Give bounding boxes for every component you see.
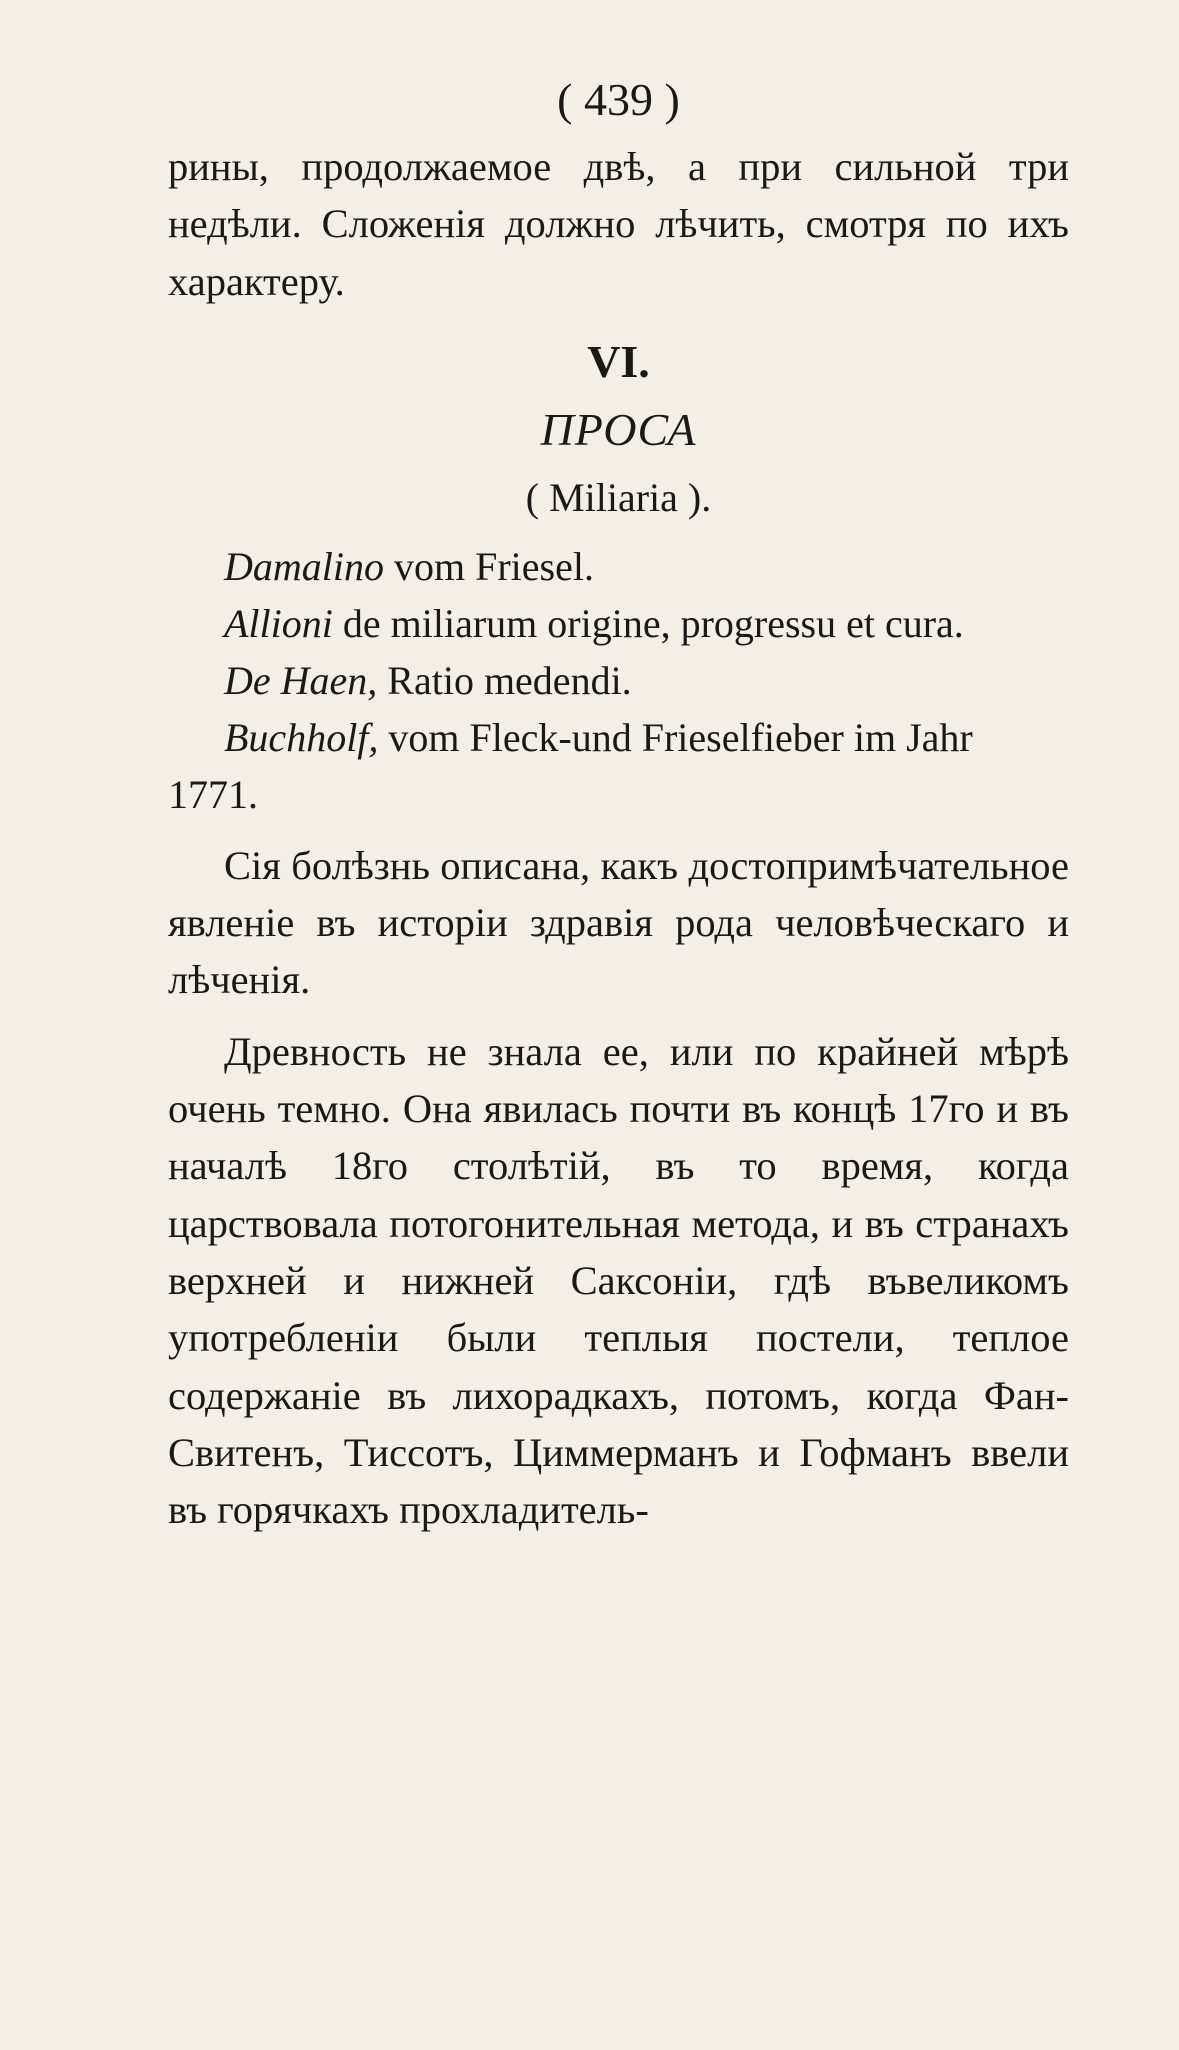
intro-text: рины, продолжаемое двѣ, а при сильной три недѣли. Сложенія должно лѣчить, смотря по ихъ характеру. [168, 144, 1069, 304]
reference-author: De Haen, [224, 657, 378, 703]
body-paragraph: Сія болѣзнь описана, какъ достопримѣчательное явленіе въ исторіи здравія рода человѣческаго и лѣченія. [168, 842, 1069, 1003]
page-number: ( 439 ) [557, 74, 680, 125]
section-number: VI. [587, 335, 650, 387]
reference-item [168, 652, 1069, 709]
reference-text: Ratio medendi. [377, 657, 632, 703]
reference-text: vom Friesel. [384, 543, 594, 589]
reference-text: de miliarum origine, progressu et cura. [332, 600, 964, 646]
reference-item [168, 538, 1069, 595]
section-latin-title: ( Miliaria ). [525, 474, 712, 520]
reference-author: Allioni [224, 600, 333, 646]
reference-author: Damalino [224, 543, 384, 589]
reference-author: Buchholf, [224, 714, 379, 760]
reference-text: vom Fleck-und Frieselfieber im Jahr 1771. [168, 714, 973, 817]
reference-item [168, 595, 1069, 652]
section-title: ПРОСА [540, 403, 697, 455]
reference-item [168, 709, 1069, 823]
body-paragraph: Древность не знала ее, или по крайней мѣрѣ очень темно. Она явилась почти въ концѣ 17го и въ началѣ 18го столѣтій, въ то время, когда царствовала потогонительная метода, и въ странахъ верхней и нижней Саксоніи, гдѣ въвеликомъ употребленіи были теплыя постели, теплое содержаніе въ лихорадкахъ, потомъ, когда Фан-Свитенъ, Тиссотъ, Циммерманъ и Гофманъ ввели въ горячкахъ прохладитель- [168, 1028, 1069, 1533]
